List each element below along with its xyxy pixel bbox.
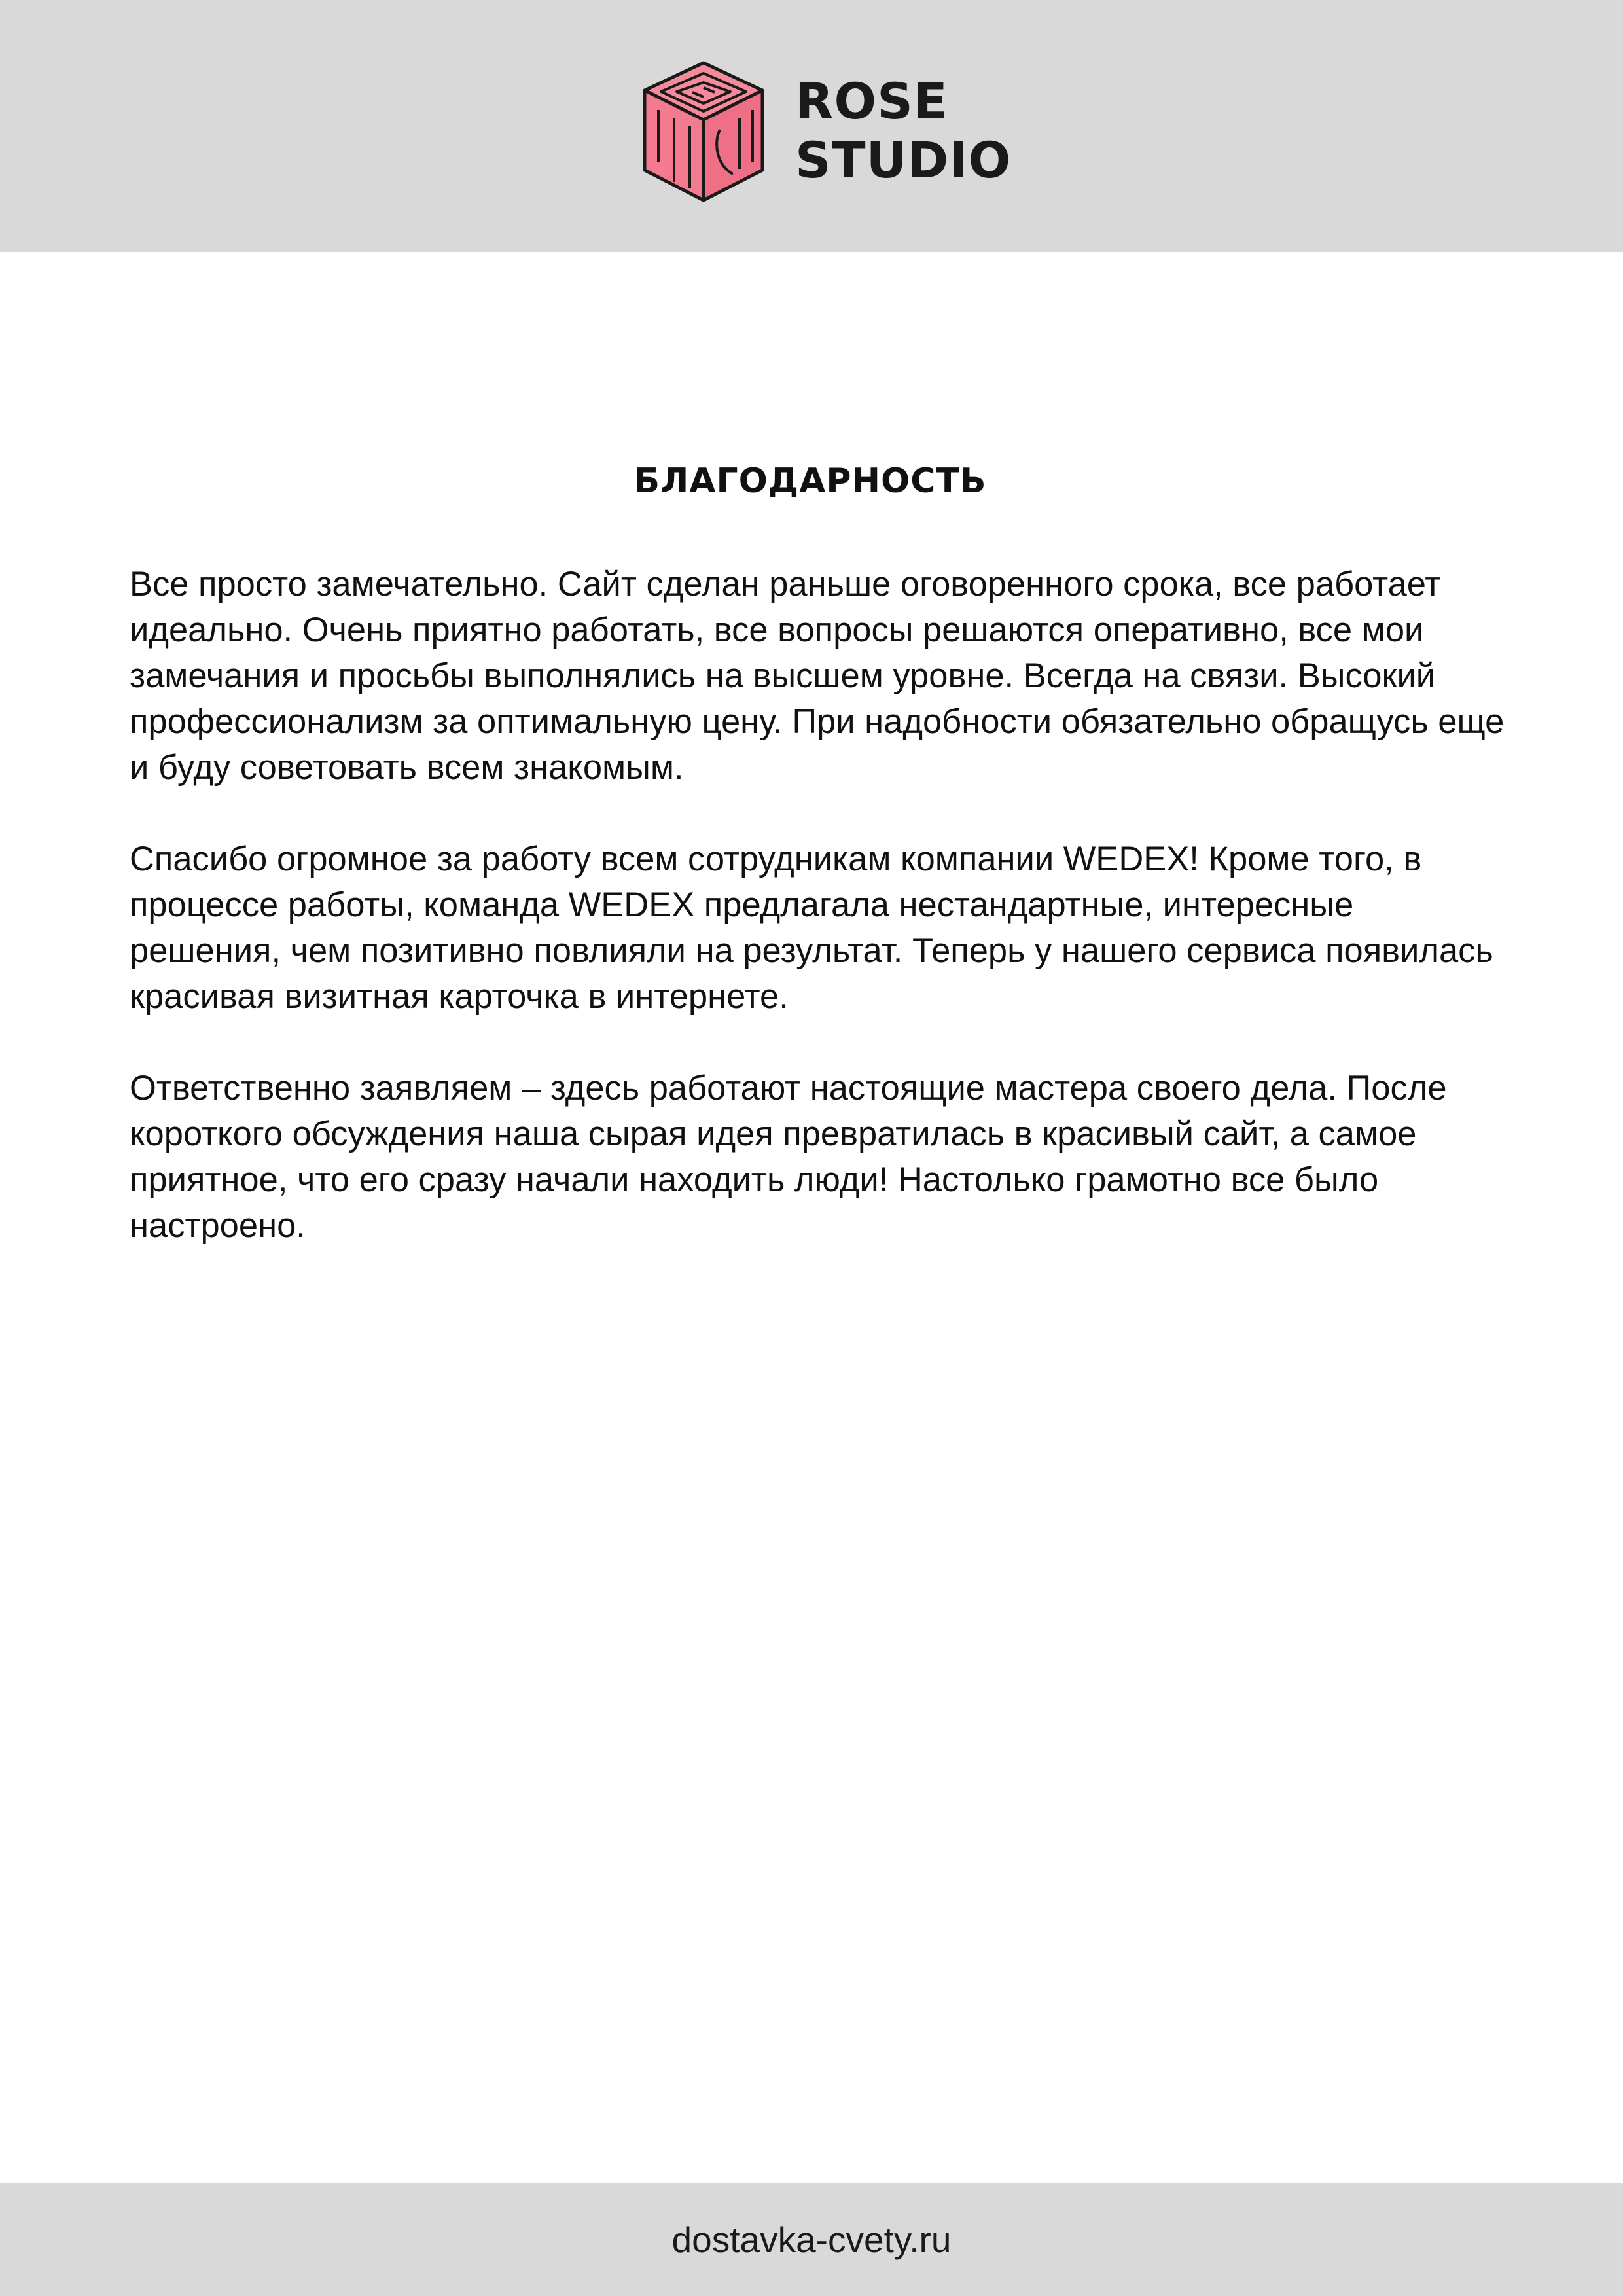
paragraph-3: Ответственно заявляем – здесь работают настоящие мастера своего дела. После короткого обсуждения наша сырая идея превратилась в красивый сайт, а самое приятное, что его сразу начали находить люди! Настолько грамотно все было настроено. (130, 1069, 1447, 1245)
brand-name-line2: STUDIO (795, 131, 1012, 189)
footer-band (0, 2183, 1623, 2296)
letter-body (130, 458, 1510, 1295)
brand-name (795, 72, 1011, 190)
rose-cube-logo-icon (635, 58, 772, 208)
paragraph-1: Все просто замечательно. Сайт сделан раньше оговоренного срока, все работает идеально. Очень приятно работать, все вопросы решаются оперативно, все мои замечания и просьбы выполнялись на высшем уровне. Всегда на связи. Высокий профессионализм за оптимальную цену. При надобности обязательно обращусь еще и буду советовать всем знакомым. (130, 565, 1505, 787)
paragraph-2: Спасибо огромное за работу всем сотрудникам компании WEDEX! Кроме того, в процессе работы, команда WEDEX предлагала нестандартные, интересные решения, чем позитивно повлияли на результат. Теперь у нашего сервиса появилась красивая визитная карточка в интернете. (130, 840, 1493, 1016)
brand-name-line1: ROSE (795, 72, 948, 130)
header-band (0, 0, 1623, 252)
footer-site-url: dostavka-cvety.ru (671, 2219, 952, 2260)
brand-logo (635, 58, 1012, 208)
page-title: БЛАГОДАРНОСТЬ (633, 461, 987, 501)
